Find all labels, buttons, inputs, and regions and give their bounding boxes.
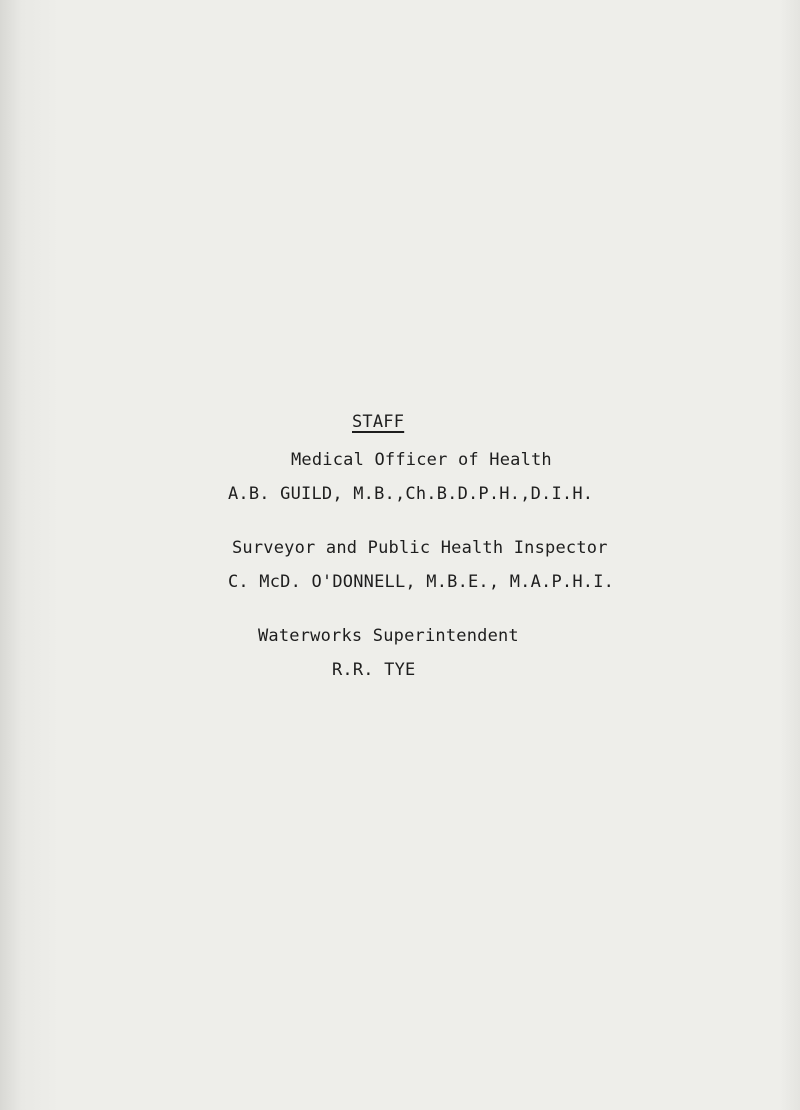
staff-role-waterworks: Waterworks Superintendent [258, 626, 519, 646]
staff-name-waterworks: R.R. TYE [332, 660, 416, 680]
section-heading: STAFF [352, 412, 405, 432]
staff-role-surveyor: Surveyor and Public Health Inspector [232, 538, 608, 558]
staff-role-medical-officer: Medical Officer of Health [291, 450, 552, 470]
staff-name-surveyor: C. McD. O'DONNELL, M.B.E., M.A.P.H.I. [228, 572, 615, 592]
staff-name-medical-officer: A.B. GUILD, M.B.,Ch.B.D.P.H.,D.I.H. [228, 484, 594, 504]
